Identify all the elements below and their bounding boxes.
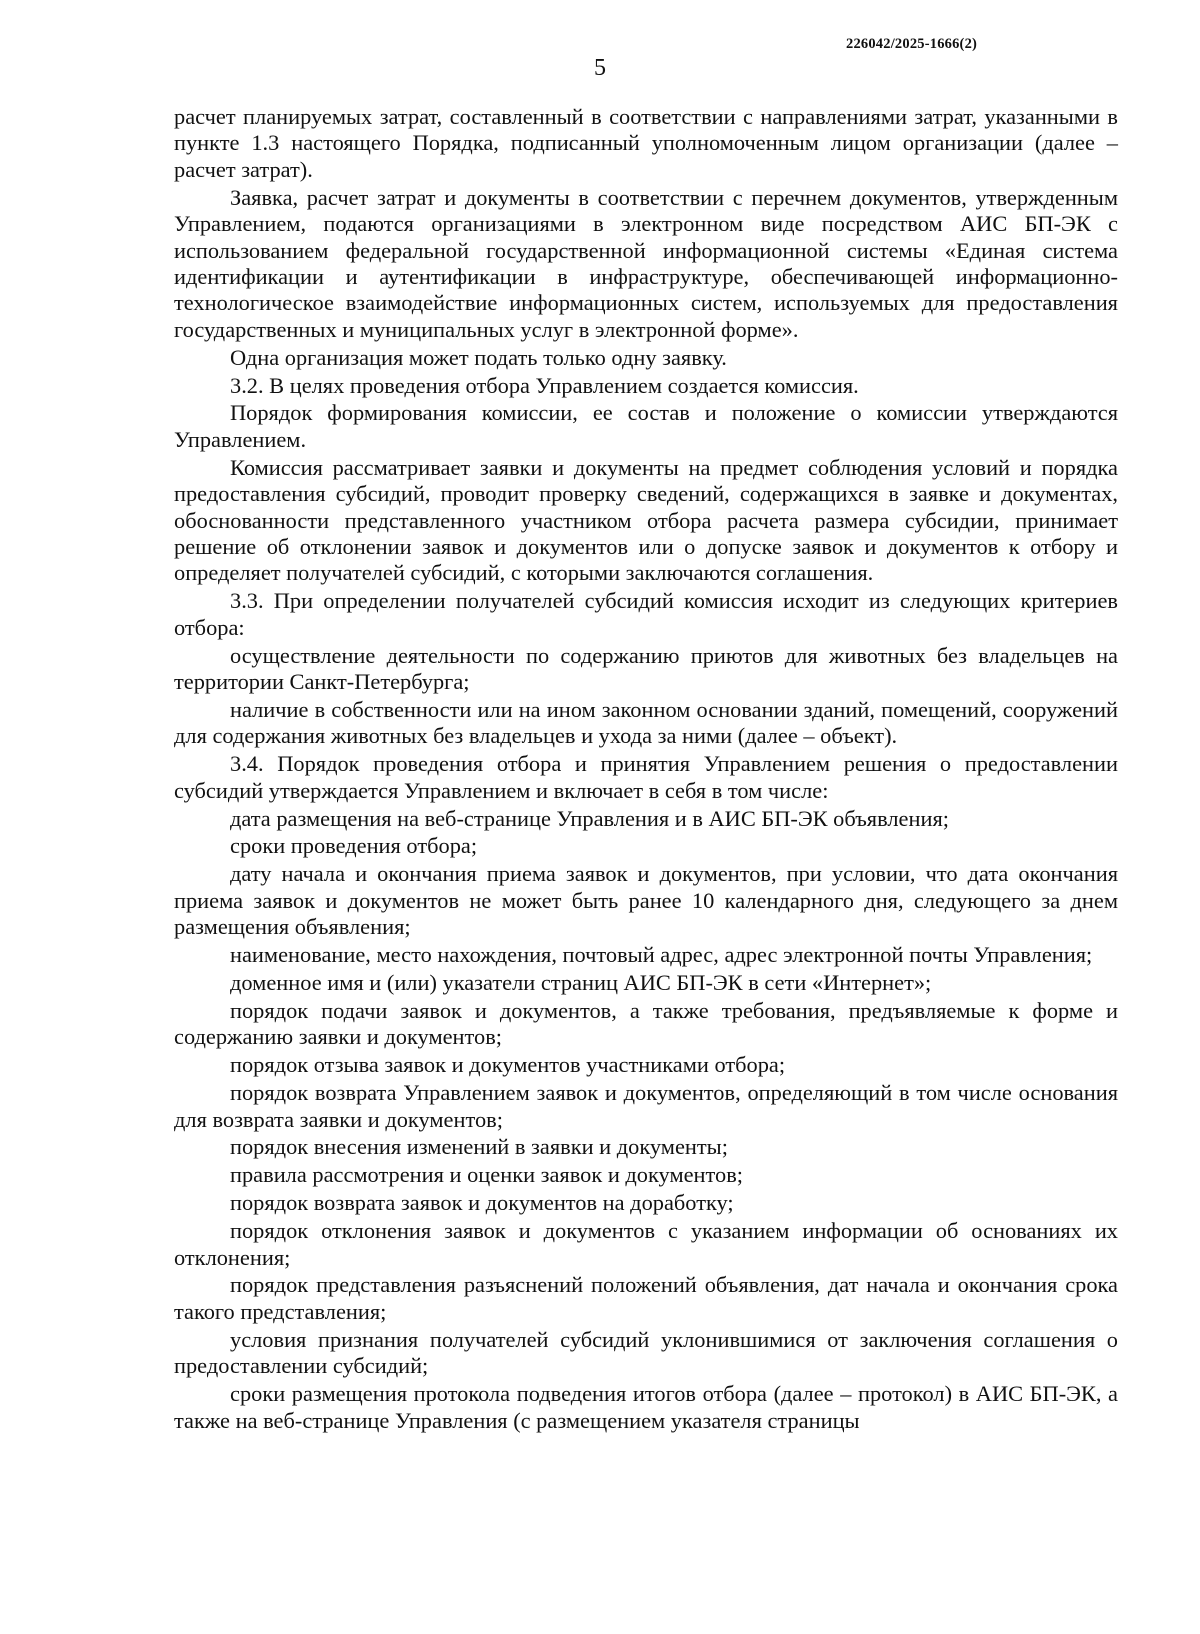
list-item-amendment-order: порядок внесения изменений в заявки и документы;: [230, 1134, 728, 1160]
paragraph-cost-calculation: расчет планируемых затрат, составленный в соответствии с направлениями затрат, указанными в пункте 1.3 настоящего Порядка, подписанный уполномоченным лицом организации (далее – расчет затрат).: [174, 104, 1118, 182]
paragraph-commission-review: Комиссия рассматривает заявки и документы на предмет соблюдения условий и порядка предоставления субсидий, проводит проверку сведений, содержащихся в заявке и документах, обоснованности представленного участником отбора расчета размера субсидии, принимает решение об отклонении заявок и документов или о допуске заявок и документов к отбору и определяет получателей субсидий, с которыми заключаются соглашения.: [174, 454, 1118, 586]
document-body: [174, 104, 1118, 1435]
paragraph-one-application: Одна организация может подать только одну заявку.: [230, 344, 727, 370]
list-item-selection-terms: сроки проведения отбора;: [230, 833, 478, 859]
list-item-evasion-conditions: условия признания получателей субсидий уклонившимися от заключения соглашения о предоставлении субсидий;: [174, 1326, 1118, 1379]
list-item-office-details: наименование, место нахождения, почтовый адрес, адрес электронной почты Управления;: [230, 942, 1093, 968]
list-item-submission-order: порядок подачи заявок и документов, а также требования, предъявляемые к форме и содержанию заявки и документов;: [174, 997, 1118, 1050]
list-item-return-order: порядок возврата Управлением заявок и документов, определяющий в том числе основания для возврата заявки и документов;: [174, 1080, 1118, 1132]
list-item-announcement-date: дата размещения на веб-странице Управления и в АИС БП-ЭК объявления;: [230, 805, 949, 831]
paragraph-application-submission: Заявка, расчет затрат и документы в соответствии с перечнем документов, утвержденным Управлением, подаются организациями в электронном виде посредством АИС БП-ЭК с использованием федеральной государственной информационной системы «Единая система идентификации и аутентификации в инфраструктуре, обеспечивающей информационно-технологическое взаимодействие информационных систем, используемых для предоставления государственных и муниципальных услуг в электронной форме».: [174, 184, 1118, 342]
list-item-withdrawal-order: порядок отзыва заявок и документов участниками отбора;: [230, 1052, 786, 1078]
paragraph-3-4-selection-procedure: 3.4. Порядок проведения отбора и принятия Управлением решения о предоставлении субсидий утверждается Управлением и включает в себя в том числе:: [174, 751, 1118, 803]
list-item-review-rules: правила рассмотрения и оценки заявок и документов;: [230, 1162, 744, 1188]
paragraph-3-3-criteria: 3.3. При определении получателей субсидий комиссия исходит из следующих критериев отбора:: [174, 588, 1118, 640]
paragraph-3-2-commission: 3.2. В целях проведения отбора Управлением создается комиссия.: [230, 372, 859, 398]
list-item-acceptance-dates: дату начала и окончания приема заявок и документов, при условии, что дата окончания приема заявок и документов не может быть ранее 10 календарного дня, следующего за днем размещения объявления;: [174, 861, 1118, 940]
paragraph-criterion-premises: наличие в собственности или на ином законном основании зданий, помещений, сооружений для содержания животных без владельцев и ухода за ними (далее – объект).: [174, 696, 1118, 749]
document-registration-number: 226042/2025-1666(2): [846, 36, 978, 52]
list-item-clarification-order: порядок представления разъяснений положений объявления, дат начала и окончания срока такого представления;: [174, 1272, 1118, 1324]
paragraph-commission-procedure: Порядок формирования комиссии, ее состав и положение о комиссии утверждаются Управлением.: [174, 400, 1118, 452]
paragraph-criterion-shelter-activity: осуществление деятельности по содержанию приютов для животных без владельцев на территории Санкт-Петербурга;: [174, 642, 1118, 695]
list-item-domain-name: доменное имя и (или) указатели страниц АИС БП-ЭК в сети «Интернет»;: [230, 970, 932, 995]
list-item-rejection-order: порядок отклонения заявок и документов с указанием информации об основаниях их отклонения;: [174, 1218, 1118, 1270]
page-number: 5: [594, 55, 606, 81]
list-item-revision-order: порядок возврата заявок и документов на доработку;: [230, 1190, 734, 1216]
list-item-protocol-publication: сроки размещения протокола подведения итогов отбора (далее – протокол) в АИС БП-ЭК, а также на веб-странице Управления (с размещением указателя страницы: [174, 1381, 1118, 1433]
